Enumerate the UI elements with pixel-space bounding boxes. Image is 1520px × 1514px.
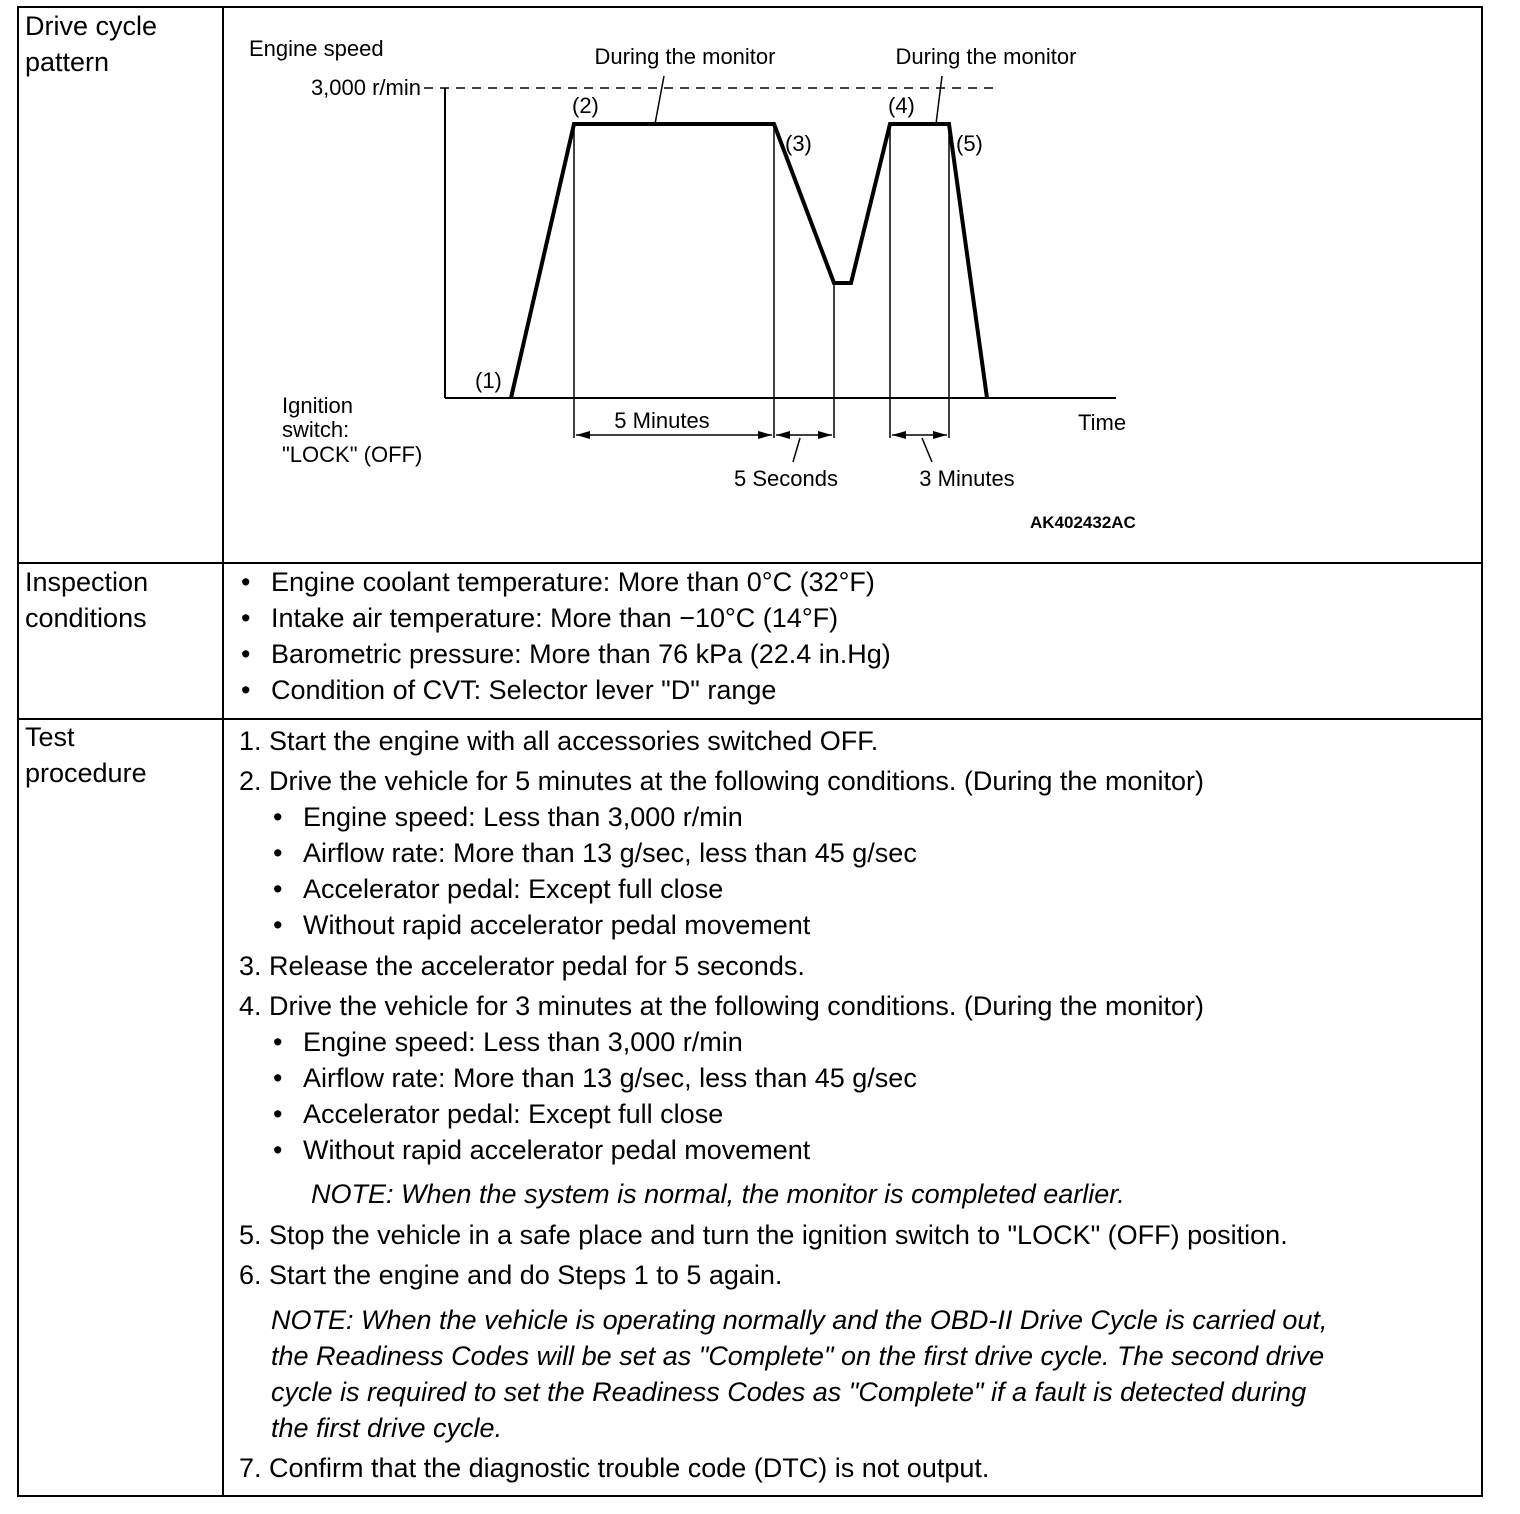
bullet-icon: •: [241, 639, 251, 669]
arrowhead: [892, 431, 906, 439]
arrowhead: [576, 431, 590, 439]
step-2-condition: Engine speed: Less than 3,000 r/min: [303, 802, 743, 832]
note-readiness-line-4: the first drive cycle.: [271, 1413, 503, 1443]
table-border-bottom: [17, 1495, 1483, 1497]
arrowhead: [933, 431, 947, 439]
bullet-icon: •: [241, 675, 251, 705]
bullet-icon: •: [273, 802, 283, 832]
engine-speed-label: Engine speed: [249, 36, 384, 61]
during-monitor-label-1: During the monitor: [594, 44, 776, 69]
step-4-condition: Airflow rate: More than 13 g/sec, less than 45 g/sec: [303, 1063, 917, 1093]
five-minutes-label: 5 Minutes: [614, 408, 710, 433]
note-readiness-line-3: cycle is required to set the Readiness Codes as "Complete" if a fault is detected during: [271, 1377, 1307, 1407]
procedure-step-4: 4. Drive the vehicle for 3 minutes at the following conditions. (During the monitor): [239, 991, 1204, 1021]
ignition-label-line-3: "LOCK" (OFF): [282, 442, 423, 467]
inspection-condition-item: Intake air temperature: More than −10°C (14°F): [271, 603, 839, 633]
bullet-icon: •: [273, 874, 283, 904]
step-4-condition: Engine speed: Less than 3,000 r/min: [303, 1027, 743, 1057]
arrowhead: [818, 431, 832, 439]
speed-value-label: 3,000 r/min: [310, 75, 421, 100]
bullet-icon: •: [273, 838, 283, 868]
bullet-icon: •: [273, 1135, 283, 1165]
step-4-condition: Accelerator pedal: Except full close: [303, 1099, 724, 1129]
three-minutes-label: 3 Minutes: [919, 466, 1015, 491]
leader-during-monitor-2: [936, 76, 942, 124]
procedure-step-7: 7. Confirm that the diagnostic trouble code (DTC) is not output.: [239, 1453, 990, 1483]
inspection-condition-item: Condition of CVT: Selector lever "D" range: [271, 675, 777, 705]
step-2-condition: Accelerator pedal: Except full close: [303, 874, 724, 904]
row-label-inspection-conditions: Inspection conditions: [25, 567, 149, 633]
procedure-step-1: 1. Start the engine with all accessories switched OFF.: [239, 726, 879, 756]
bullet-icon: •: [241, 603, 251, 633]
procedure-step-2: 2. Drive the vehicle for 5 minutes at the following conditions. (During the monitor): [239, 766, 1204, 796]
row-label-test-procedure: Test procedure: [25, 722, 147, 788]
step-2-condition: Without rapid accelerator pedal movement: [303, 910, 811, 940]
time-label: Time: [1078, 410, 1127, 435]
point-label-2: (2): [572, 93, 599, 118]
drive-cycle-diagram: [224, 6, 1483, 562]
point-label-4: (4): [888, 93, 915, 118]
figure-code: AK402432AC: [1030, 513, 1136, 532]
ignition-label-line-1: Ignition: [282, 393, 353, 418]
point-label-5: (5): [956, 131, 983, 156]
step-2-condition: Airflow rate: More than 13 g/sec, less than 45 g/sec: [303, 838, 917, 868]
step-4-condition: Without rapid accelerator pedal movement: [303, 1135, 811, 1165]
ignition-label-line-2: switch:: [282, 417, 350, 442]
bullet-icon: •: [273, 910, 283, 940]
note-readiness-line-2: the Readiness Codes will be set as "Complete" on the first drive cycle. The second drive: [271, 1341, 1325, 1371]
bullet-icon: •: [273, 1099, 283, 1129]
five-seconds-label: 5 Seconds: [734, 466, 838, 491]
inspection-condition-item: Barometric pressure: More than 76 kPa (22.4 in.Hg): [271, 639, 891, 669]
table-row-divider-2: [17, 718, 1483, 720]
procedure-step-6: 6. Start the engine and do Steps 1 to 5 again.: [239, 1260, 783, 1290]
bullet-icon: •: [273, 1063, 283, 1093]
arrowhead: [776, 431, 790, 439]
row-label-drive-cycle-pattern: Drive cycle pattern: [25, 11, 158, 77]
leader-five-seconds: [793, 438, 800, 462]
speed-profile-line: [511, 124, 987, 398]
inspection-condition-item: Engine coolant temperature: More than 0°C (32°F): [271, 567, 875, 597]
during-monitor-label-2: During the monitor: [895, 44, 1077, 69]
procedure-step-5: 5. Stop the vehicle in a safe place and turn the ignition switch to "LOCK" (OFF) position.: [239, 1220, 1288, 1250]
point-label-1: (1): [475, 368, 502, 393]
point-label-3: (3): [785, 131, 812, 156]
arrowhead: [758, 431, 772, 439]
bullet-icon: •: [273, 1027, 283, 1057]
bullet-icon: •: [241, 567, 251, 597]
drive-cycle-table: [17, 6, 1483, 1497]
leader-during-monitor-1: [655, 76, 664, 124]
note-monitor-completed: NOTE: When the system is normal, the monitor is completed earlier.: [311, 1179, 1125, 1209]
procedure-step-3: 3. Release the accelerator pedal for 5 seconds.: [239, 951, 805, 981]
leader-three-minutes: [922, 438, 932, 462]
table-border-left: [17, 6, 19, 1497]
note-readiness-line-1: NOTE: When the vehicle is operating normally and the OBD-II Drive Cycle is carried out,: [271, 1305, 1328, 1335]
